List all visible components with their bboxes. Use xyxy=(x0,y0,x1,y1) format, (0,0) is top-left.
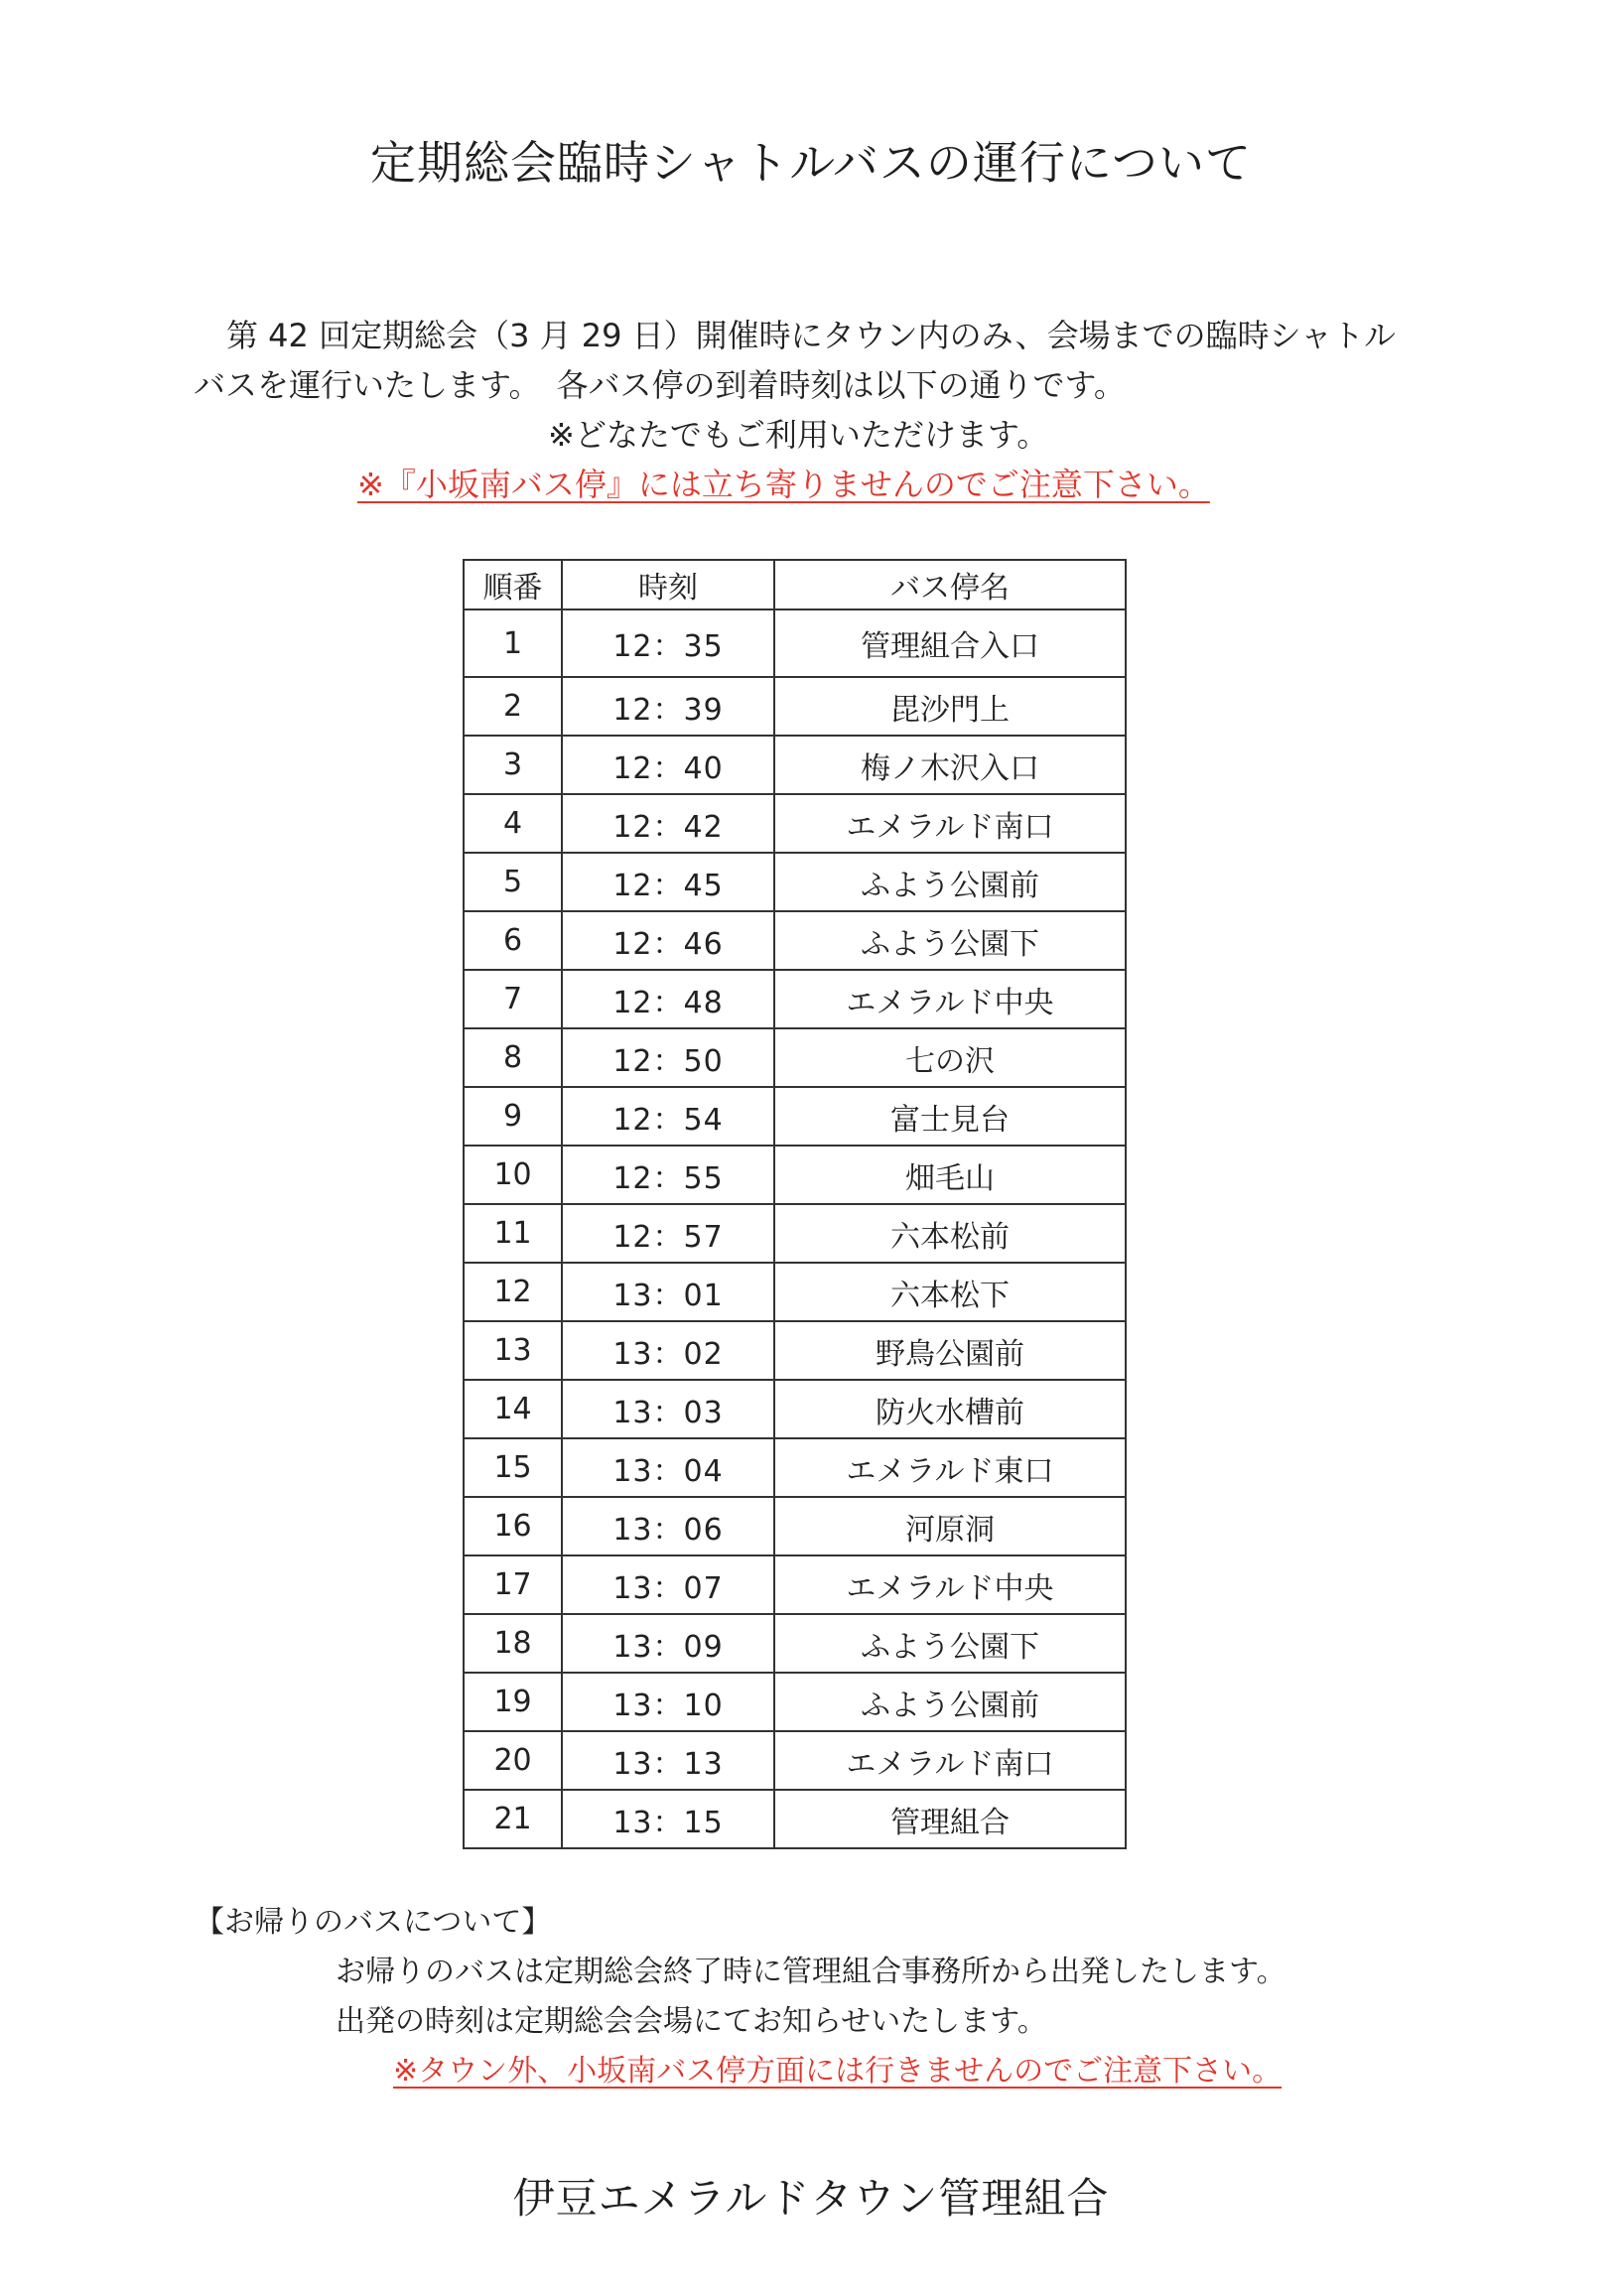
cell-time: 13：01 xyxy=(562,1263,774,1321)
table-row xyxy=(464,1731,1126,1790)
bus-schedule-table xyxy=(463,559,1127,1849)
cell-bus-stop: エメラルド東口 xyxy=(774,1438,1126,1497)
table-row xyxy=(464,1438,1126,1497)
header-order: 順番 xyxy=(464,560,562,609)
cell-order: 18 xyxy=(464,1614,562,1673)
cell-bus-stop: 六本松前 xyxy=(774,1204,1126,1263)
cell-time: 13：10 xyxy=(562,1673,774,1731)
cell-time: 12：46 xyxy=(562,911,774,970)
cell-order: 15 xyxy=(464,1438,562,1497)
intro-warning: ※『小坂南バス停』には立ち寄りませんのでご注意下さい。 xyxy=(357,466,1210,503)
cell-time: 12：57 xyxy=(562,1204,774,1263)
cell-bus-stop: ふよう公園前 xyxy=(774,853,1126,911)
intro-note: ※どなたでもご利用いただけます。 xyxy=(548,416,1049,454)
cell-bus-stop: 七の沢 xyxy=(774,1028,1126,1087)
cell-bus-stop: 管理組合 xyxy=(774,1790,1126,1848)
cell-time: 12：54 xyxy=(562,1087,774,1146)
intro-text-line-1: 第 42 回定期総会（3 月 29 日）開催時にタウン内のみ、会場までの臨時シャトル xyxy=(226,317,1396,354)
cell-time: 12：40 xyxy=(562,736,774,794)
cell-order: 14 xyxy=(464,1380,562,1438)
cell-bus-stop: 管理組合入口 xyxy=(774,609,1126,677)
cell-order: 6 xyxy=(464,911,562,970)
cell-order: 21 xyxy=(464,1790,562,1848)
intro-text-line-2: バスを運行いたします。 各バス停の到着時刻は以下の通りです。 xyxy=(194,366,1126,404)
cell-order: 11 xyxy=(464,1204,562,1263)
cell-bus-stop: 畑毛山 xyxy=(774,1146,1126,1204)
return-bus-text-line-2: 出発の時刻は定期総会会場にてお知らせいたします。 xyxy=(336,2004,1047,2039)
table-row xyxy=(464,1263,1126,1321)
cell-order: 10 xyxy=(464,1146,562,1204)
table-row xyxy=(464,1321,1126,1380)
table-row xyxy=(464,1380,1126,1438)
return-bus-heading: 【お帰りのバスについて】 xyxy=(195,1905,552,1940)
cell-time: 13：15 xyxy=(562,1790,774,1848)
cell-time: 12：42 xyxy=(562,794,774,853)
cell-bus-stop: 野鳥公園前 xyxy=(774,1321,1126,1380)
cell-bus-stop: エメラルド南口 xyxy=(774,1731,1126,1790)
cell-time: 13：02 xyxy=(562,1321,774,1380)
cell-bus-stop: ふよう公園下 xyxy=(774,911,1126,970)
cell-time: 13：06 xyxy=(562,1497,774,1555)
cell-bus-stop: エメラルド中央 xyxy=(774,1555,1126,1614)
return-bus-text-line-1: お帰りのバスは定期総会終了時に管理組合事務所から出発したします。 xyxy=(336,1955,1286,1989)
organization-name: 伊豆エメラルドタウン管理組合 xyxy=(512,2174,1110,2223)
cell-bus-stop: 毘沙門上 xyxy=(774,677,1126,736)
table-row xyxy=(464,1555,1126,1614)
table-row xyxy=(464,911,1126,970)
cell-time: 13：03 xyxy=(562,1380,774,1438)
cell-bus-stop: エメラルド中央 xyxy=(774,970,1126,1028)
table-row xyxy=(464,1146,1126,1204)
cell-order: 12 xyxy=(464,1263,562,1321)
cell-order: 16 xyxy=(464,1497,562,1555)
cell-order: 13 xyxy=(464,1321,562,1380)
table-row xyxy=(464,609,1126,677)
cell-order: 17 xyxy=(464,1555,562,1614)
cell-order: 2 xyxy=(464,677,562,736)
table-row xyxy=(464,1790,1126,1848)
cell-order: 1 xyxy=(464,609,562,677)
cell-time: 13：13 xyxy=(562,1731,774,1790)
table-body xyxy=(464,609,1126,1848)
cell-order: 19 xyxy=(464,1673,562,1731)
table-row xyxy=(464,1614,1126,1673)
header-bus-stop: バス停名 xyxy=(774,560,1126,609)
cell-bus-stop: 六本松下 xyxy=(774,1263,1126,1321)
table-row xyxy=(464,794,1126,853)
cell-order: 9 xyxy=(464,1087,562,1146)
cell-time: 13：04 xyxy=(562,1438,774,1497)
table-row xyxy=(464,1087,1126,1146)
header-time: 時刻 xyxy=(562,560,774,609)
table-header-row xyxy=(464,560,1126,609)
cell-time: 12：48 xyxy=(562,970,774,1028)
cell-order: 20 xyxy=(464,1731,562,1790)
cell-order: 7 xyxy=(464,970,562,1028)
cell-bus-stop: エメラルド南口 xyxy=(774,794,1126,853)
table-row xyxy=(464,1497,1126,1555)
cell-time: 13：09 xyxy=(562,1614,774,1673)
cell-time: 13：07 xyxy=(562,1555,774,1614)
cell-time: 12：45 xyxy=(562,853,774,911)
cell-order: 3 xyxy=(464,736,562,794)
cell-bus-stop: ふよう公園前 xyxy=(774,1673,1126,1731)
table-row xyxy=(464,970,1126,1028)
return-bus-warning: ※タウン外、小坂南バス停方面には行きませんのでご注意下さい。 xyxy=(393,2054,1283,2089)
table-row xyxy=(464,736,1126,794)
page-title: 定期総会臨時シャトルバスの運行について xyxy=(370,136,1252,190)
cell-bus-stop: ふよう公園下 xyxy=(774,1614,1126,1673)
table-row xyxy=(464,1028,1126,1087)
cell-time: 12：39 xyxy=(562,677,774,736)
table-row xyxy=(464,1204,1126,1263)
cell-order: 8 xyxy=(464,1028,562,1087)
cell-bus-stop: 河原洞 xyxy=(774,1497,1126,1555)
cell-order: 5 xyxy=(464,853,562,911)
cell-bus-stop: 梅ノ木沢入口 xyxy=(774,736,1126,794)
table-row xyxy=(464,677,1126,736)
cell-bus-stop: 富士見台 xyxy=(774,1087,1126,1146)
cell-order: 4 xyxy=(464,794,562,853)
table-row xyxy=(464,853,1126,911)
cell-bus-stop: 防火水槽前 xyxy=(774,1380,1126,1438)
cell-time: 12：35 xyxy=(562,609,774,677)
cell-time: 12：50 xyxy=(562,1028,774,1087)
cell-time: 12：55 xyxy=(562,1146,774,1204)
table-row xyxy=(464,1673,1126,1731)
